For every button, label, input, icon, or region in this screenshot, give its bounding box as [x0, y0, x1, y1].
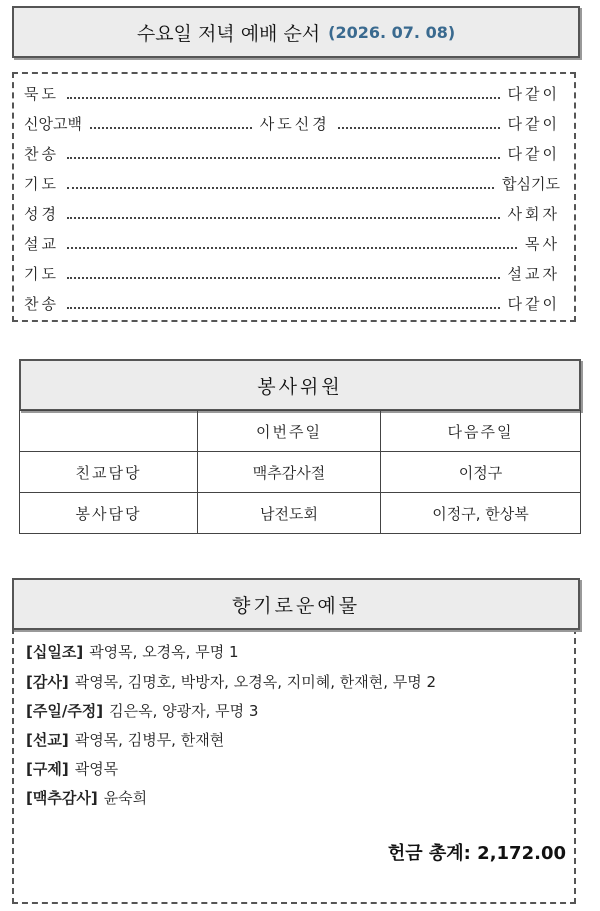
- role-cell: 친교담당: [20, 452, 198, 493]
- order-item: 묵도: [24, 85, 59, 103]
- order-leader: 다같이: [507, 115, 561, 133]
- order-leader: 다같이: [507, 145, 560, 163]
- next-week-cell: 이정구: [381, 452, 581, 493]
- order-leader: 다같이: [507, 85, 560, 103]
- order-row: [24, 80, 560, 104]
- offering-line: [26, 700, 258, 721]
- offering-names: 곽영목, 김명호, 박방자, 오경옥, 지미혜, 한재현, 무명 2: [74, 673, 437, 691]
- order-item: 신앙고백: [24, 115, 82, 133]
- order-row: [24, 140, 560, 164]
- volunteers-table: [19, 410, 581, 534]
- table-header-row: [20, 411, 581, 452]
- offering-names: 곽영목, 김병무, 한재현: [74, 731, 225, 749]
- total-value: 2,172.00: [477, 843, 566, 864]
- offering-line: [26, 641, 239, 662]
- offering-total: [388, 839, 566, 865]
- offering-line: [26, 729, 224, 750]
- offering-names: 김은옥, 양광자, 무명 3: [109, 702, 259, 720]
- total-label: 헌금 총계:: [387, 843, 471, 864]
- order-item: 찬송: [24, 295, 59, 313]
- offerings-title-box: [12, 578, 580, 630]
- order-item: 성경: [24, 205, 59, 223]
- leader-dots: [67, 306, 500, 309]
- order-row: [24, 170, 560, 194]
- order-row: [24, 230, 560, 254]
- order-leader: 사회자: [507, 205, 560, 223]
- leader-dots: [67, 246, 517, 249]
- offering-names: 윤숙희: [103, 789, 148, 807]
- offering-category: [십일조]: [26, 643, 84, 661]
- offering-names: 곽영목, 오경옥, 무명 1: [89, 643, 239, 661]
- order-leader: 다같이: [507, 295, 560, 313]
- role-cell: 봉사담당: [20, 493, 198, 534]
- order-item: 기도: [24, 175, 59, 193]
- volunteers-title-box: [19, 359, 581, 411]
- service-title-box: [12, 6, 580, 58]
- offering-line: [26, 671, 436, 692]
- table-row: [20, 493, 581, 534]
- order-leader: 목사: [525, 235, 560, 253]
- table-header-cell: 다음주일: [381, 411, 581, 452]
- table-header-cell: [20, 411, 198, 452]
- order-item: 설교: [24, 235, 59, 253]
- leader-dots: [67, 96, 500, 99]
- offering-category: [주일/주정]: [26, 702, 104, 720]
- order-row: [24, 290, 560, 314]
- offering-category: [구제]: [26, 760, 69, 778]
- leader-dots: [90, 126, 252, 129]
- order-leader: 합심기도: [502, 175, 560, 193]
- leader-dots: [67, 276, 500, 279]
- order-item: 기도: [24, 265, 59, 283]
- leader-dots: [67, 156, 500, 159]
- offering-names: 곽영목: [74, 760, 119, 778]
- offering-category: [선교]: [26, 731, 69, 749]
- offering-category: [맥추감사]: [26, 789, 98, 807]
- volunteers-title: 봉사위원: [257, 375, 343, 398]
- leader-dots: [338, 126, 500, 129]
- offering-line: [26, 787, 147, 808]
- order-leader: 설교자: [507, 265, 560, 283]
- order-item: 찬송: [24, 145, 59, 163]
- leader-dots: [67, 216, 500, 219]
- table-header-cell: 이번주일: [198, 411, 381, 452]
- order-row: [24, 200, 560, 224]
- leader-dots: [67, 186, 494, 189]
- offering-line: [26, 758, 118, 779]
- order-row: [24, 110, 560, 134]
- next-week-cell: 이정구, 한상복: [381, 493, 581, 534]
- service-title: 수요일 저녁 예배 순서: [136, 22, 321, 45]
- offering-category: [감사]: [26, 673, 69, 691]
- this-week-cell: 남전도회: [198, 493, 381, 534]
- table-row: [20, 452, 581, 493]
- service-date: (2026. 07. 08): [328, 22, 456, 42]
- order-row: [24, 260, 560, 284]
- this-week-cell: 맥추감사절: [198, 452, 381, 493]
- order-middle: 사도신경: [259, 115, 330, 133]
- offerings-title: 향기로운예물: [231, 594, 361, 617]
